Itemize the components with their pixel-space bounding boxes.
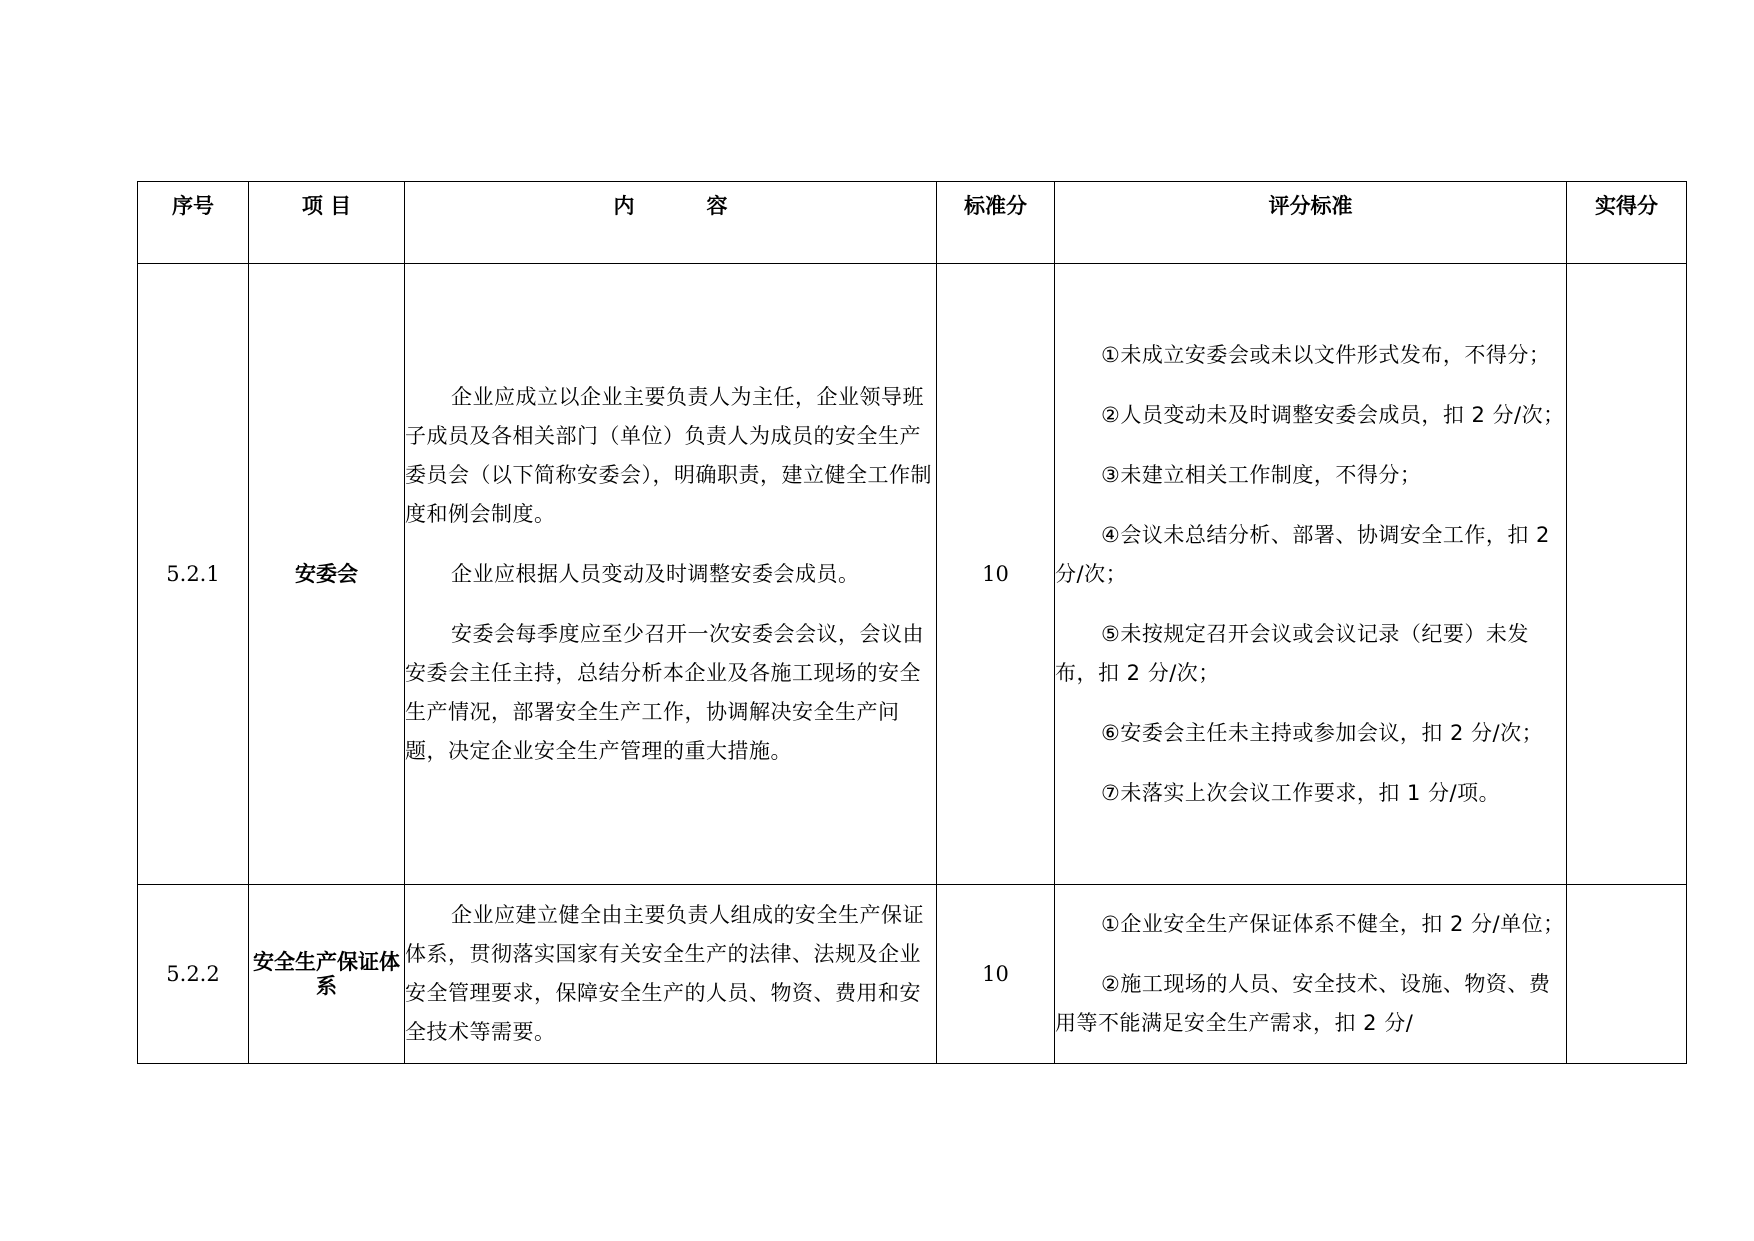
content-paragraph: 企业应建立健全由主要负责人组成的安全生产保证体系，贯彻落实国家有关安全生产的法律、法规及企业安全管理要求，保障安全生产的人员、物资、费用和安全技术等需要。: [405, 903, 924, 1044]
row-content: [405, 264, 937, 885]
row-actual-score: [1567, 885, 1687, 1064]
criteria-item: ②人员变动未及时调整安委会成员，扣 2 分/次；: [1101, 402, 1565, 427]
row-content: [405, 885, 937, 1064]
criteria-item: ①企业安全生产保证体系不健全，扣 2 分/单位；: [1101, 912, 1565, 936]
header-item: 项 目: [249, 182, 405, 264]
row-actual-score: [1567, 264, 1687, 885]
header-content: [405, 182, 937, 264]
criteria-item: ④会议未总结分析、部署、协调安全工作，扣 2 分/次；: [1055, 522, 1550, 586]
criteria-item: ⑦未落实上次会议工作要求，扣 1 分/项。: [1101, 780, 1501, 805]
content-paragraph: 企业应成立以企业主要负责人为主任，企业领导班子成员及各相关部门（单位）负责人为成员的安全生产委员会（以下简称安委会），明确职责，建立健全工作制度和例会制度。: [405, 384, 932, 526]
table-row: [138, 885, 1687, 1064]
header-criteria: 评分标准: [1055, 182, 1567, 264]
row-number: 5.2.1: [138, 264, 249, 885]
table-row: [138, 264, 1687, 885]
header-content-b: 容: [706, 194, 728, 218]
criteria-item: ⑥安委会主任未主持或参加会议，扣 2 分/次；: [1101, 720, 1544, 745]
criteria-item: ②施工现场的人员、安全技术、设施、物资、费用等不能满足安全生产需求，扣 2 分/: [1055, 972, 1551, 1035]
table-header-row: [138, 182, 1687, 264]
header-standard-score: 标准分: [937, 182, 1055, 264]
row-standard-score: 10: [937, 264, 1055, 885]
row-criteria: [1055, 264, 1567, 885]
row-item: 安委会: [249, 264, 405, 885]
header-no: 序号: [138, 182, 249, 264]
row-number: 5.2.2: [138, 885, 249, 1064]
criteria-item: ⑤未按规定召开会议或会议记录（纪要）未发布，扣 2 分/次；: [1055, 621, 1529, 685]
row-item: 安全生产保证体系: [249, 885, 405, 1064]
criteria-item: ③未建立相关工作制度，不得分；: [1101, 462, 1422, 487]
row-criteria: [1055, 885, 1567, 1064]
content-paragraph: 安委会每季度应至少召开一次安委会会议，会议由安委会主任主持，总结分析本企业及各施工现场的安全生产情况，部署安全生产工作，协调解决安全生产问题，决定企业安全生产管理的重大措施。: [405, 621, 924, 763]
header-content-a: 内: [613, 194, 635, 218]
header-actual-score: 实得分: [1567, 182, 1687, 264]
criteria-item: ①未成立安委会或未以文件形式发布，不得分；: [1101, 342, 1551, 367]
scoring-table: [137, 181, 1687, 1064]
row-standard-score: 10: [937, 885, 1055, 1064]
content-paragraph: 企业应根据人员变动及时调整安委会成员。: [451, 561, 860, 586]
